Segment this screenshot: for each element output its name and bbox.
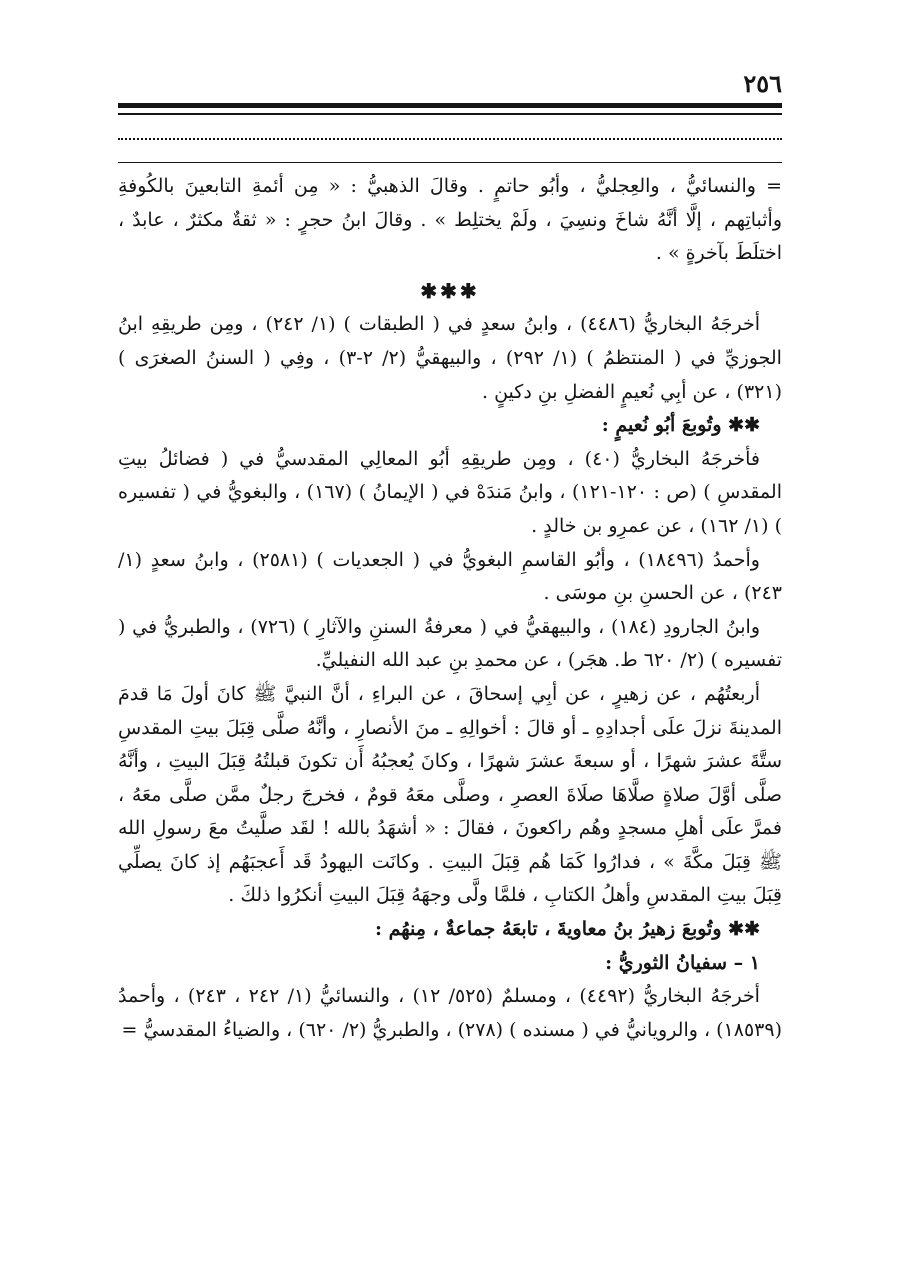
header-rule-thin xyxy=(118,113,782,115)
page-body xyxy=(118,170,782,1047)
paragraph-5: أربعتُهُم ، عن زهيرٍ ، عن أبِي إسحاقَ ، عن البراءِ ، أنَّ النبيَّ ﷺ كانَ أولَ مَا قدمَ المدينةَ نزلَ علَى أجدادِهِ ـ أو قالَ : أخوالِهِ ـ منَ الأنصارِ ، وأنَّهُ صلَّى قِبَلَ بيتِ المقدسِ ستَّةَ عشرَ شهرًا ، أو سبعةَ عشرَ شهرًا ، وكانَ يُعجبُهُ أَن تكونَ قبلتُهُ قِبَلَ البيتِ ، وأنَّهُ صلَّى أوَّلَ صلاةٍ صلَّاهَا صلَاةَ العصرِ ، وصلَّى معَهُ قومٌ ، فخرجَ رجلٌ ممَّن صلَّى معَهُ ، فمرَّ علَى أهلِ مسجدٍ وهُم راكعونَ ، فقالَ : « أشهَدُ بالله ! لقَد صلَّيتُ معَ رسولِ الله ﷺ قِبَلَ مكَّةَ » ، فدارُوا كَمَا هُم قِبَلَ البيتِ . وكانَت اليهودُ قَد أَعجبَهُم إذ كانَ يصلِّي قِبَلَ بيتِ المقدسِ وأهلُ الكتابِ ، فلمَّا ولَّى وجهَهُ قِبَلَ البيتِ أنكرُوا ذلكَ . xyxy=(118,682,782,907)
heading-text: وتُوبعَ زهيرُ بنُ معاويةَ ، تابعَهُ جماعةٌ ، مِنهُم : xyxy=(375,918,722,941)
heading-sufyan: ١ – سفيانُ الثوريُّ : xyxy=(605,951,760,974)
footnote-rule xyxy=(118,162,782,163)
header-rule-thick xyxy=(118,103,782,108)
paragraph-1: أخرجَهُ البخاريُّ (٤٤٨٦) ، وابنُ سعدٍ في ( الطبقات ) (١/ ٢٤٢) ، ومِن طريقِهِ ابنُ الجوزيِّ في ( المنتظمُ ) (١/ ٢٩٢) ، والبيهقيُّ (٢/ ٢-٣) ، وفِي ( السننُ الصغرَى ) (٣٢١) ، عن أبِي نُعيمٍ الفضلِ بنِ دكينٍ . xyxy=(118,313,782,403)
page-number: ٢٥٦ xyxy=(743,69,782,98)
paragraph-4: وابنُ الجارودِ (١٨٤) ، والبيهقيُّ في ( معرفةُ السننِ والآثارِ ) (٧٢٦) ، والطبريُّ في ( تفسيره ) (٢/ ٦٢٠ ط. هجَر) ، عن محمدِ بنِ عبد الله النفيليِّ. xyxy=(118,615,782,672)
paragraph-2: فأخرجَهُ البخاريُّ (٤٠) ، ومِن طريقِهِ أبُو المعالِي المقدسيُّ في ( فضائلُ بيتِ المقدسِ ) (ص : ١٢٠-١٢١) ، وابنُ مَندَهْ في ( الإيمانُ ) (١٦٧) ، والبغويُّ في ( تفسيره ) (١/ ١٦٢) ، عن عمرِو بن خالدٍ . xyxy=(118,447,782,537)
heading-zuhayr xyxy=(118,913,782,947)
heading-abu-nuaym xyxy=(118,409,782,443)
heading-text: وتُوبعَ أبُو نُعيمٍ : xyxy=(601,414,722,437)
heading-marker: ✱✱ xyxy=(728,918,760,941)
separator-stars: ✱✱✱ xyxy=(420,278,480,303)
heading-marker: ✱✱ xyxy=(728,414,760,437)
dotted-separator xyxy=(118,138,782,140)
paragraph-6: أخرجَهُ البخاريُّ (٤٤٩٢) ، ومسلمٌ (٥٢٥/ ١٢) ، والنسائيُّ (١/ ٢٤٢ ، ٢٤٣) ، وأحمدُ (١٨٥٣٩) ، والرويانيُّ في ( مسنده ) (٢٧٨) ، والطبريُّ (٢/ ٦٢٠) ، والضياءُ المقدسيُّ = xyxy=(118,985,782,1041)
footnote-continuation: = والنسائيُّ ، والعِجليُّ ، وأبُو حاتمٍ . وقالَ الذهبيُّ : « مِن أئمةِ التابعينَ بالكُوفةِ وأثباتِهم ، إلَّا أنَّهُ شاخَ ونسِيَ ، ولَمْ يختلِط » . وقالَ ابنُ حجرٍ : « ثقةٌ مكثرٌ ، عابدٌ ، اختلَطَ بآخرةٍ » . xyxy=(118,175,782,265)
paragraph-3: وأحمدُ (١٨٤٩٦) ، وأبُو القاسمِ البغويُّ في ( الجعديات ) (٢٥٨١) ، وابنُ سعدٍ (١/ ٢٤٣) ، عن الحسنِ بنِ موسَى . xyxy=(118,548,782,605)
